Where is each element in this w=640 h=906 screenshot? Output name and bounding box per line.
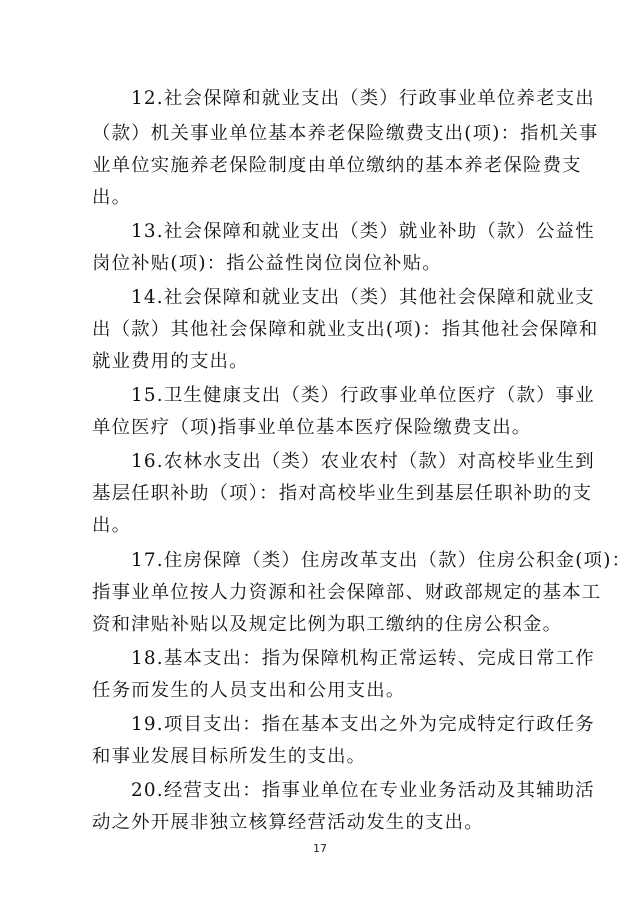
page-number: 17: [313, 842, 327, 855]
item-12-line-4: 出。: [92, 187, 132, 208]
item-19-line-2: 和事业发展目标所发生的支出。: [92, 746, 367, 767]
item-12-line-1: 12.社会保障和就业支出（类）行政事业单位养老支出: [131, 88, 595, 109]
item-13-line-2: 岗位补贴(项)：指公益性岗位岗位补贴。: [92, 253, 442, 274]
item-20-line-1: 20.经营支出：指事业单位在专业业务活动及其辅助活: [131, 780, 595, 801]
item-15-line-1: 15.卫生健康支出（类）行政事业单位医疗（款）事业: [131, 385, 595, 406]
item-17-line-1: 17.住房保障（类）住房改革支出（款）住房公积金(项)：: [131, 550, 632, 571]
item-14-line-3: 就业费用的支出。: [92, 351, 249, 372]
item-13-line-1: 13.社会保障和就业支出（类）就业补助（款）公益性: [131, 221, 595, 242]
item-18-line-1: 18.基本支出：指为保障机构正常运转、完成日常工作: [131, 648, 595, 669]
item-20-line-2: 动之外开展非独立核算经营活动发生的支出。: [92, 812, 484, 833]
item-14-line-1: 14.社会保障和就业支出（类）其他社会保障和就业支: [131, 287, 595, 308]
item-16-line-1: 16.农林水支出（类）农业农村（款）对高校毕业生到: [131, 451, 595, 472]
item-14-line-2: 出（款）其他社会保障和就业支出(项)：指其他社会保障和: [92, 319, 599, 340]
item-16-line-2: 基层任职补助（项）：指对高校毕业生到基层任职补助的支: [92, 483, 593, 504]
item-17-line-2: 指事业单位按人力资源和社会保障部、财政部规定的基本工: [92, 582, 602, 603]
item-17-line-3: 资和津贴补贴以及规定比例为职工缴纳的住房公积金。: [92, 614, 563, 635]
item-18-line-2: 任务而发生的人员支出和公用支出。: [92, 680, 406, 701]
item-12-line-2: （款）机关事业单位基本养老保险缴费支出(项)：指机关事: [92, 123, 599, 144]
item-16-line-3: 出。: [92, 515, 132, 536]
item-19-line-1: 19.项目支出：指在基本支出之外为完成特定行政任务: [131, 714, 595, 735]
item-12-line-3: 业单位实施养老保险制度由单位缴纳的基本养老保险费支: [92, 155, 582, 176]
item-15-line-2: 单位医疗（项)指事业单位基本医疗保险缴费支出。: [92, 417, 532, 438]
